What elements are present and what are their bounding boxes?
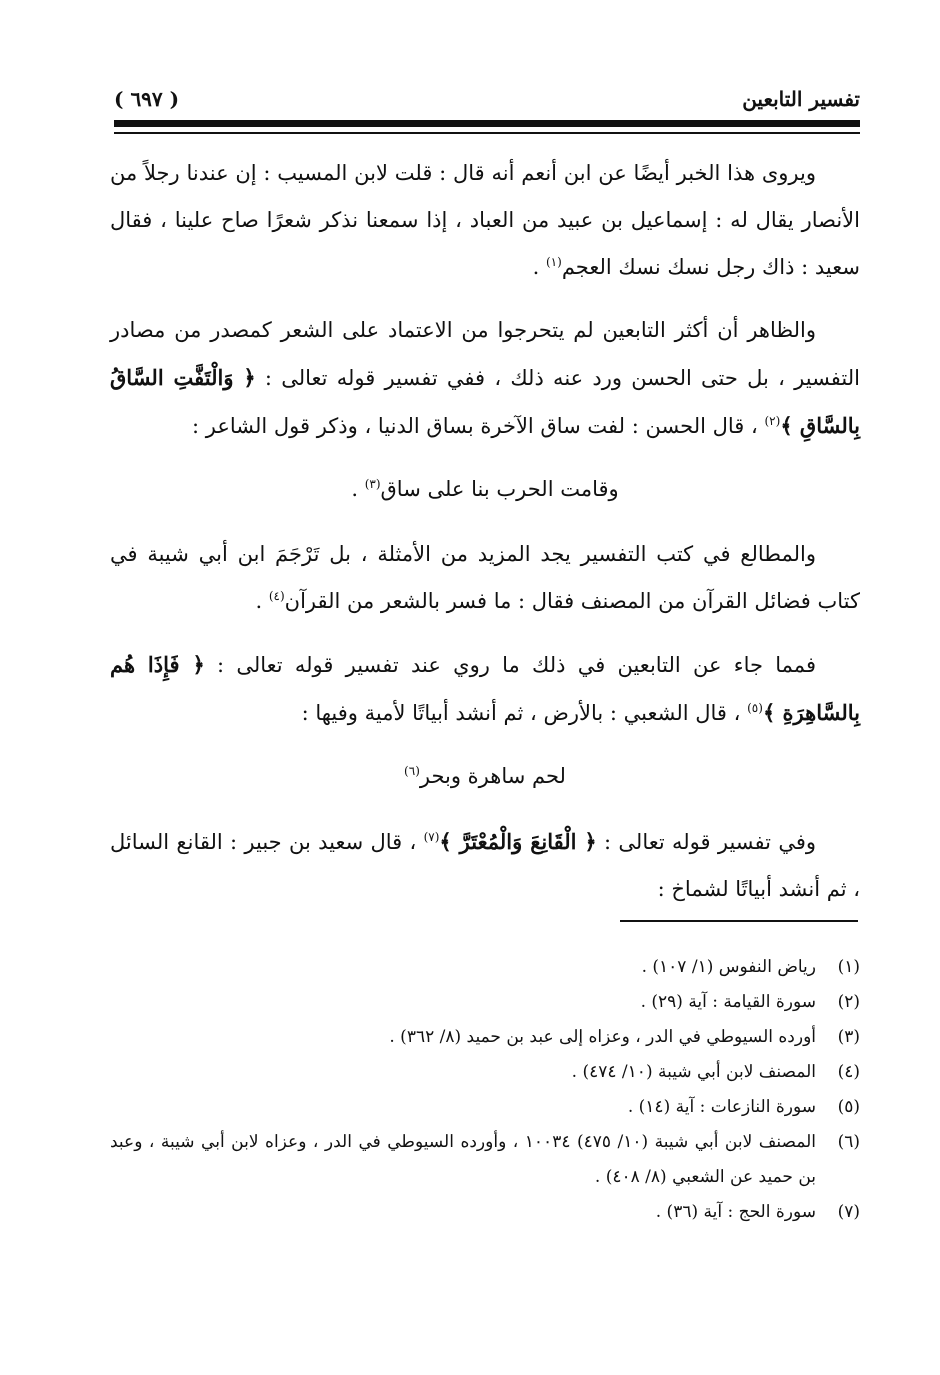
paragraph-1-end: . [532,255,546,279]
paragraph-2 [110,307,860,450]
footnote-number: (٢) [837,992,860,1012]
footnote-text: المصنف لابن أبي شيبة (١٠/ ٤٧٤) . [571,1062,816,1082]
footnote-ref-4[interactable]: (٤) [268,589,285,603]
footnote-number: (٧) [837,1202,860,1222]
main-text [110,150,860,929]
footnote-number: (٥) [837,1097,860,1117]
footnote-text: سورة الحج : آية (٣٦) . [655,1202,816,1222]
footnote-number: (٦) [837,1132,860,1152]
header-rule-thin [114,132,860,134]
verse-1-text: وقامت الحرب بنا على ساق [380,477,619,501]
paragraph-5-text-b: ، قال سعيد بن جبير : القانع السائل ، ثم أنشد أبياتًا لشماخ : [110,830,860,901]
quran-quote-1: ﴿ وَالْتَفَّتِ السَّاقُ بِالسَّاقِ ﴾ [110,365,860,438]
paragraph-3-text: والمطالع في كتب التفسير يجد المزيد من الأمثلة ، بل تَرْجَمَ ابن أبي شيبة في كتاب فضائل القرآن من المصنف فقال : ما فسر بالشعر من القرآن [110,542,860,613]
paragraph-3 [110,531,860,625]
poetry-verse-2 [110,753,860,800]
footnote-ref-6[interactable]: (٦) [404,764,420,778]
paragraph-3-end: . [255,589,269,613]
paragraph-5 [110,818,860,913]
footnote-item [110,1195,860,1230]
verse-2-text: لحم ساهرة وبحر [419,764,566,788]
paragraph-4 [110,641,860,737]
footnote-text: سورة النازعات : آية (١٤) . [627,1097,816,1117]
paragraph-1 [110,150,860,291]
footnote-ref-7[interactable]: (٧) [423,830,440,844]
footnote-item [110,1020,860,1055]
running-header [114,84,860,114]
footnote-ref-2[interactable]: (٢) [764,414,781,428]
header-rule-thick [114,120,860,127]
footnote-item [110,1055,860,1090]
header-title: تفسير التابعين [742,87,860,111]
footnote-number: (١) [837,957,860,977]
poetry-verse-1 [110,466,860,513]
footnote-ref-5[interactable]: (٥) [747,701,763,715]
paragraph-4-text-a: فمما جاء عن التابعين في ذلك ما روي عند تفسير قوله تعالى : [204,653,816,677]
footnote-number: (٣) [837,1027,860,1047]
footnotes [110,950,860,1230]
footnote-number: (٤) [837,1062,860,1082]
footnote-ref-1[interactable]: (١) [545,255,562,269]
footnote-item [110,1125,860,1195]
footnote-text: سورة القيامة : آية (٢٩) . [640,992,816,1012]
footnote-text: المصنف لابن أبي شيبة (١٠/ ٤٧٥) ١٠٠٣٤ ، وأورده السيوطي في الدر ، وعزاه لابن أبي شيبة ، وعبد بن حميد عن الشعبي (٨/ ٤٠٨) . [110,1132,817,1187]
paragraph-1-text: ويروى هذا الخبر أيضًا عن ابن أنعم أنه قال : قلت لابن المسيب : إن عندنا رجلاً من الأنصار يقال له : إسماعيل بن عبيد من العباد ، إذا سمعنا نذكر شعرًا صاح علينا ، فقال سعيد : ذاك رجل نسك نسك العجم [110,161,860,279]
paragraph-5-text-a: وفي تفسير قوله تعالى : [596,830,816,854]
verse-1-end: . [351,477,365,501]
paragraph-2-text-b: ، قال الحسن : لفت ساق الآخرة بساق الدنيا ، وذكر قول الشاعر : [191,414,765,438]
quran-quote-2: ﴿ فَإِذَا هُم بِالسَّاهِرَةِ ﴾ [110,652,860,725]
paragraph-4-text-b: ، قال الشعبي : بالأرض ، ثم أنشد أبياتًا لأمية وفيها : [301,701,748,725]
quran-quote-3: ﴿ الْقَانِعَ وَالْمُعْتَرَّ ﴾ [439,829,597,854]
footnote-item [110,1090,860,1125]
footnote-separator [620,920,858,922]
footnote-item [110,950,860,985]
footnote-text: أورده السيوطي في الدر ، وعزاه إلى عبد بن حميد (٨/ ٣٦٢) . [389,1027,816,1047]
footnote-text: رياض النفوس (١/ ١٠٧) . [641,957,816,977]
page-number: ( ٦٩٧ ) [114,87,180,111]
footnote-ref-3[interactable]: (٣) [364,477,381,491]
footnote-item [110,985,860,1020]
paragraph-2-text-a: والظاهر أن أكثر التابعين لم يتحرجوا من الاعتماد على الشعر كمصدر من مصادر التفسير ، بل حتى الحسن ورد عنه ذلك ، ففي تفسير قوله تعالى : [110,318,860,390]
